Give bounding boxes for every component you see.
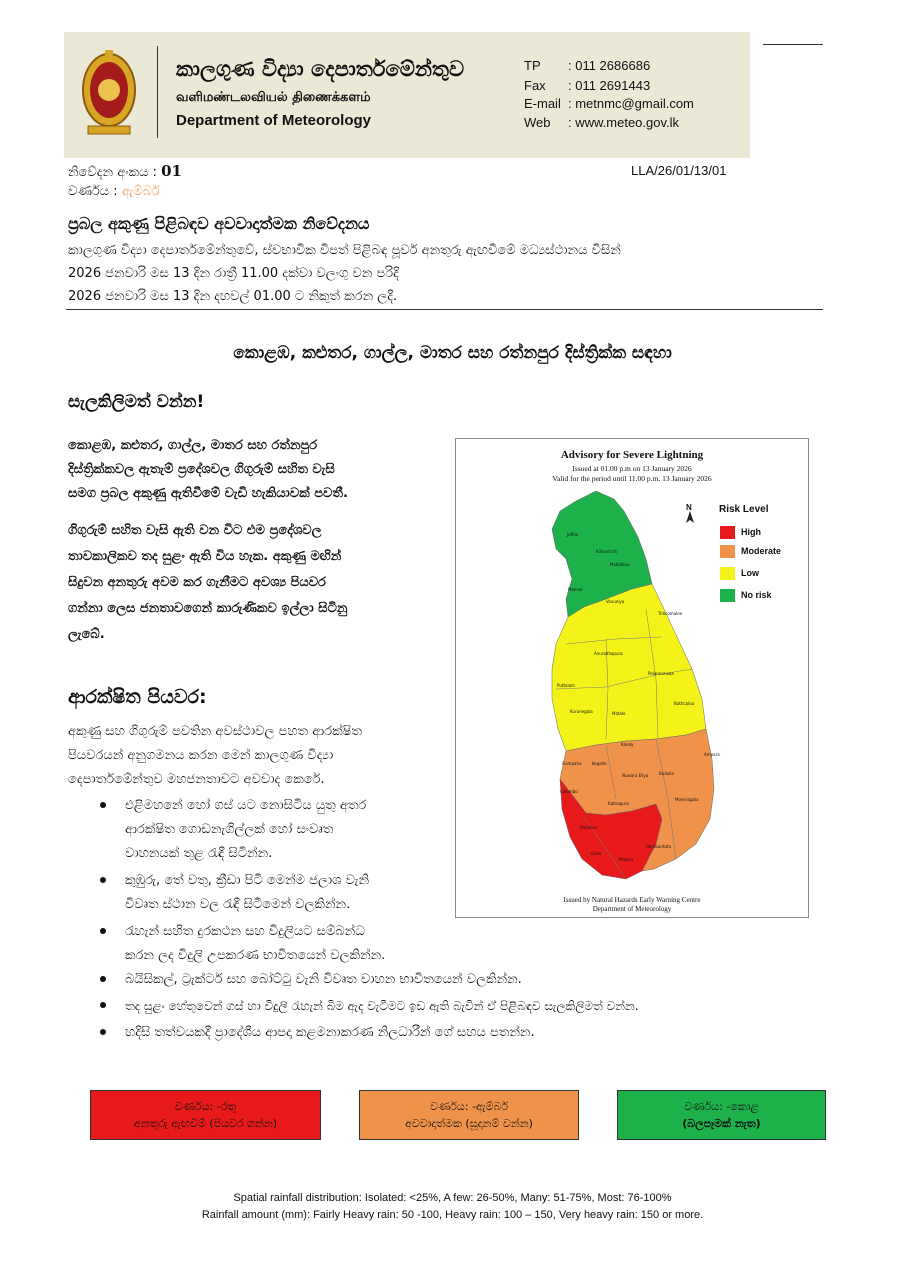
bullet-icon	[100, 928, 106, 934]
legend-label-moderate: Moderate	[741, 546, 782, 556]
dept-name-sinhala: කාලගුණ විද්‍යා දෙපාර්තමේන්තුව	[176, 57, 465, 81]
district-label: Kurunegala	[570, 709, 593, 714]
legend-swatch-moderate	[720, 545, 735, 558]
districts-heading: කොළඹ, කළුතර, ගාල්ල, මාතර සහ රත්නපුර දිස්ත්‍රික්ක සඳහා	[233, 343, 672, 363]
notice-validity-line: 2026 ජනවාරි මස 13 දින රාත්‍රී 11.00 දක්වා වලංගු වන පරිදි	[68, 266, 399, 281]
map-title: Advisory for Severe Lightning	[560, 449, 704, 461]
section-rule	[66, 309, 823, 310]
national-emblem-icon	[80, 46, 138, 138]
notice-issued-line: 2026 ජනවාරි මස 13 දින දහවල් 01.00 ට නිකුත් කරන ලදී.	[68, 289, 398, 304]
notice-number: නිවේදන අංකය : 01	[68, 162, 182, 180]
precaution-item: හදිසි තත්වයකදී ප්‍රාදේශීය ආපදා කළමනාකරණ නිලධාරීන් ගේ සහය පතන්න.	[125, 1025, 535, 1040]
district-label: Kandy	[621, 742, 634, 747]
map-issued: Issued at 01.00 p.m on 13 January 2026	[572, 464, 692, 473]
north-arrow-icon	[685, 511, 695, 523]
risk-paragraph: කොළඹ, කළුතර, ගාල්ල, මාතර සහ රත්නපුර දිස්ත්‍රික්කවල ඇතැම් ප්‍රදේශවල ගිගුරුම් සහිත වැසි සමග ප්‍රබල අකුණු ඇතිවීමේ වැඩි හැකියාවක් පවතී.	[68, 438, 348, 501]
contact-email: E-mail : metnmc@gmail.com	[524, 96, 694, 111]
precaution-item: තද සුළං හේතුවෙන් ගස් හා විදුලි රැහැන් බිම ඇද වැටීමට ඉඩ ඇති බැවින් ඒ පිළිබඳව සැලකිලිමත් වන්න.	[125, 999, 639, 1013]
bullet-icon	[100, 1029, 106, 1035]
letterhead	[64, 32, 750, 158]
bullet-icon	[100, 1002, 106, 1008]
map-valid: Valid for the period until 11.00 p.m. 13 January 2026	[552, 474, 712, 483]
legend-swatch-high	[720, 526, 735, 539]
district-label: Anuradhapura	[594, 651, 623, 656]
district-label: Colombo	[560, 789, 578, 794]
precaution-item: එළිමහනේ හෝ ගස් යට නොසිටිය යුතු අතර ආරක්ෂිත ගොඩනැගිල්ලක් හෝ සංවෘත වාහනයක් තුළ රැඳී සිටින්න.	[125, 798, 367, 861]
color-code: වර්ණය : ඇම්බර්	[68, 184, 160, 199]
dept-name-english: Department of Meteorology	[176, 112, 372, 129]
footer-rainfall-amount: Rainfall amount (mm): Fairly Heavy rain: 50 -100, Heavy rain: 100 – 150, Very heavy rain: 150 or more.	[201, 1209, 704, 1221]
precautions-intro: අකුණු සහ ගිගුරුම් පවතින අවස්ථාවල පහත ආරක්ෂිත පියවරයන් අනුගමනය කරන මෙන් කාලගුණ විද්‍යා දෙපාර්තමේන්තුව මහජනතාවට අවවාද කෙරේ.	[68, 724, 362, 787]
district-label: Matara	[619, 857, 634, 862]
legend-label-no-risk: No risk	[741, 590, 772, 600]
reference-number: LLA/26/01/13/01	[631, 163, 727, 178]
north-label: N	[686, 503, 692, 512]
header-divider	[157, 46, 158, 138]
precaution-item: රැහැන් සහිත දුරකථන සහ විදුලියට සම්බන්ධ කරන ලද විදුලි උපකරණ භාවිතයෙන් වලකින්න.	[125, 924, 386, 963]
district-label: Batticaloa	[674, 701, 695, 706]
precaution-item: බයිසිකල්, ට්‍රැක්ටර් සහ බෝට්ටු වැනි විවෘත වාහන භාවිතයෙන් වලකින්න.	[125, 972, 522, 987]
district-label: Gampaha	[562, 761, 582, 766]
top-right-rule	[763, 44, 823, 45]
legend-swatch-no-risk	[720, 589, 735, 602]
legend-title: Risk Level	[719, 504, 769, 515]
district-label: Ratnapura	[608, 801, 629, 806]
district-label: Mullaitivu	[610, 562, 630, 567]
district-label: Nuwara Eliya	[622, 773, 649, 778]
contact-fax: Fax : 011 2691443	[524, 78, 651, 93]
request-paragraph: ගිගුරුම් සහිත වැසි ඇති වන විට එම ප්‍රදේශවල තාවකාලිකව තද සුළං ඇති විය හැක. අකුණු මඟින් සිදුවන අනතුරු අවම කර ගැනීමට අවශ්‍ය පියවර ගන්නා ලෙස ජනතාවගෙන් කාරුණිකව ඉල්ලා සිටිනු ලැබේ.	[68, 523, 348, 642]
legend-label-high: High	[741, 527, 761, 537]
bullet-icon	[100, 976, 106, 982]
map-footer-issuer: Issued by Natural Hazards Early Warning Centre	[563, 896, 701, 904]
district-label: Polonnaruwa	[648, 671, 674, 676]
district-label: Puttalam	[557, 683, 575, 688]
district-label: Ampara	[704, 752, 720, 757]
level-box-red: වර්ණය: -රතු අනතුරු ඇඟවීම් (පියවර ගන්න)	[90, 1090, 321, 1140]
district-label: Badulla	[659, 771, 674, 776]
district-label: Trincomalee	[658, 611, 683, 616]
bullet-icon	[100, 802, 106, 808]
bullet-icon	[100, 877, 106, 883]
district-label: Kegalle	[592, 761, 607, 766]
precautions-heading: ආරක්ෂිත පියවර:	[68, 686, 207, 708]
notice-issuer-line: කාලගුණ විද්‍යා දෙපාර්තමේන්තුවේ, ස්වභාවික විපත් පිළිබඳ පූර්ව අනතුරු ඇඟවීමේ මධ්‍යස්ථානය විසින්	[68, 243, 621, 258]
level-box-green: වර්ණය: -කොළ (බලපෑමක් නැත)	[617, 1090, 826, 1140]
district-label: Vavuniya	[606, 599, 625, 604]
footer-spatial-distribution: Spatial rainfall distribution: Isolated: <25%, A few: 26-50%, Many: 51-75%, Most: 76-100%	[233, 1192, 672, 1204]
legend-label-low: Low	[741, 568, 759, 578]
level-box-amber: වර්ණය: -ඇම්බර් අවවාදාත්මක (සූදානම් වන්න)	[359, 1090, 579, 1140]
legend-swatch-low	[720, 567, 735, 580]
district-label: Mannar	[568, 587, 584, 592]
district-label: Kilinochchi	[596, 549, 618, 554]
notice-title: ප්‍රබල අකුණු පිළිබඳව අවවාදාත්මක නිවේදනය	[68, 214, 370, 233]
district-label: Hambantota	[646, 844, 671, 849]
lightning-advisory-map	[455, 438, 809, 918]
contact-phone: TP : 011 2686686	[524, 58, 651, 73]
district-label: Galle	[591, 851, 602, 856]
district-label: Jaffna	[567, 532, 579, 537]
contact-web: Web : www.meteo.gov.lk	[524, 115, 680, 130]
alert-heading: සැලකිලිමත් වන්න!	[68, 392, 205, 412]
dept-name-tamil: வளிமண்டலவியல் திணைக்களம்	[176, 90, 371, 105]
district-label: Moneragala	[675, 797, 699, 802]
district-label: Kalutara	[580, 825, 597, 830]
district-label: Matale	[612, 711, 626, 716]
precaution-item: කුඹුරු, තේ වතු, ක්‍රීඩා පිටි මෙන්ම ජලාශ වැනි විවෘත ස්ථාන වල රැඳී සිටීමෙන් වලකින්න.	[125, 873, 370, 912]
map-footer-dept: Department of Meteorology	[592, 905, 672, 913]
